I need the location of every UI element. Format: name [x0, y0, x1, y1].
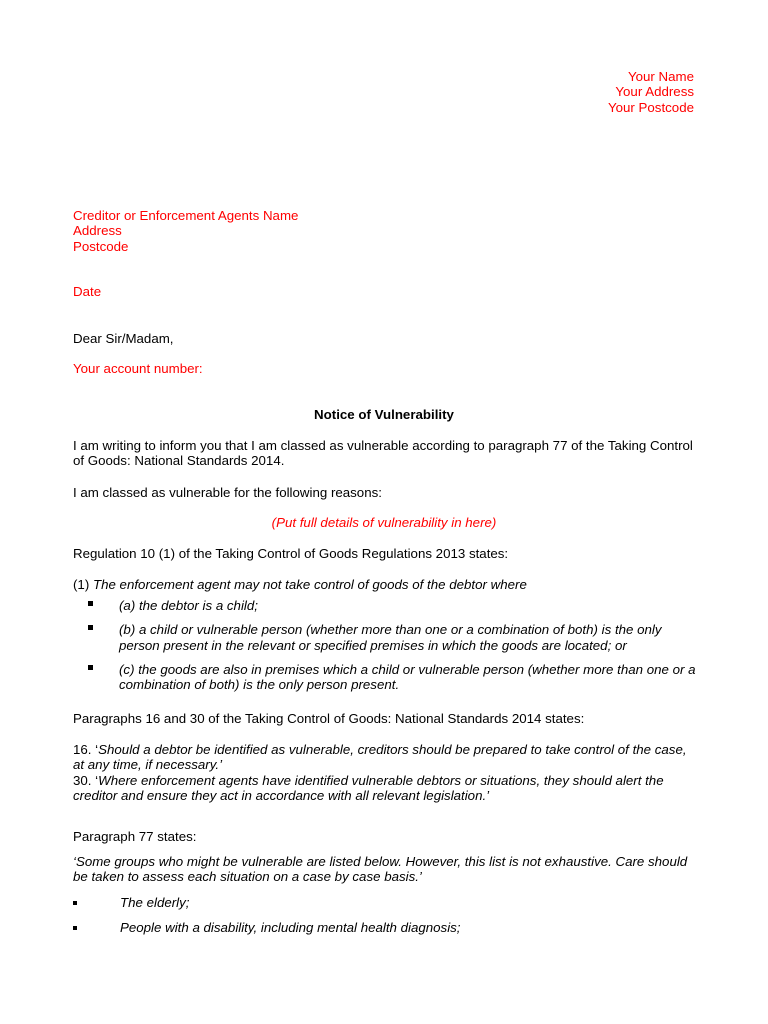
square-bullet-icon: [88, 601, 93, 606]
paragraphs-intro: Paragraphs 16 and 30 of the Taking Control of Goods: National Standards 2014 states:: [73, 711, 585, 726]
date-label: Date: [73, 284, 102, 299]
recipient-name: Creditor or Enforcement Agents Name: [73, 208, 299, 223]
sender-address: Your Address: [615, 84, 694, 100]
paragraph-77-quote: ‘Some groups who might be vulnerable are listed below. However, this list is not exhaustive. Care should be taken to assess each situation on a case by case basis.’: [73, 854, 688, 885]
recipient-postcode: Postcode: [73, 238, 129, 254]
regulation-intro: Regulation 10 (1) of the Taking Control of Goods Regulations 2013 states:: [73, 546, 509, 561]
paragraph-16: 16. ‘Should a debtor be identified as vulnerable, creditors should be prepared to take control of the case, at any time, if necessary.’: [73, 742, 687, 773]
square-bullet-icon: [88, 625, 93, 630]
list-item: The elderly;: [73, 895, 698, 910]
reasons-paragraph: I am classed as vulnerable for the following reasons:: [73, 485, 382, 500]
account-number-label: Your account number:: [73, 361, 203, 376]
salutation: Dear Sir/Madam,: [73, 331, 174, 346]
sender-name: Your Name: [627, 69, 694, 84]
regulation-clause-number: (1): [73, 577, 93, 592]
sender-block: [608, 69, 694, 115]
recipient-block: [73, 208, 298, 254]
regulation-clause: [73, 577, 698, 592]
paragraph-30: 30. ‘Where enforcement agents have identified vulnerable debtors or situations, they should alert the creditor and ensure they act in accordance with all relevant legislation.’: [73, 773, 664, 804]
regulation-clause-text: The enforcement agent may not take control of goods of the debtor where: [92, 577, 527, 592]
list-item: (b) a child or vulnerable person (whether more than one or a combination of both) is the only person present in the relevant or specified premises in which the goods are located; or: [73, 622, 698, 653]
regulation-items-list: [73, 598, 698, 692]
square-bullet-icon: [73, 901, 77, 905]
list-item: (a) the debtor is a child;: [73, 598, 698, 613]
vulnerable-groups-list: [73, 895, 698, 936]
intro-paragraph: I am writing to inform you that I am classed as vulnerable according to paragraph 77 of the Taking Control of Goods: National Standards 2014.: [73, 438, 693, 469]
document-title: Notice of Vulnerability: [314, 407, 454, 422]
paragraph-77-intro: Paragraph 77 states:: [73, 829, 197, 844]
vulnerability-details-placeholder: (Put full details of vulnerability in here): [271, 515, 497, 530]
square-bullet-icon: [88, 665, 93, 670]
square-bullet-icon: [73, 926, 77, 930]
list-item: (c) the goods are also in premises which a child or vulnerable person (whether more than one or a combination of both) is the only person present.: [73, 662, 698, 693]
recipient-address: Address: [73, 223, 122, 239]
list-item: People with a disability, including mental health diagnosis;: [73, 920, 698, 935]
sender-postcode: Your Postcode: [607, 99, 694, 115]
